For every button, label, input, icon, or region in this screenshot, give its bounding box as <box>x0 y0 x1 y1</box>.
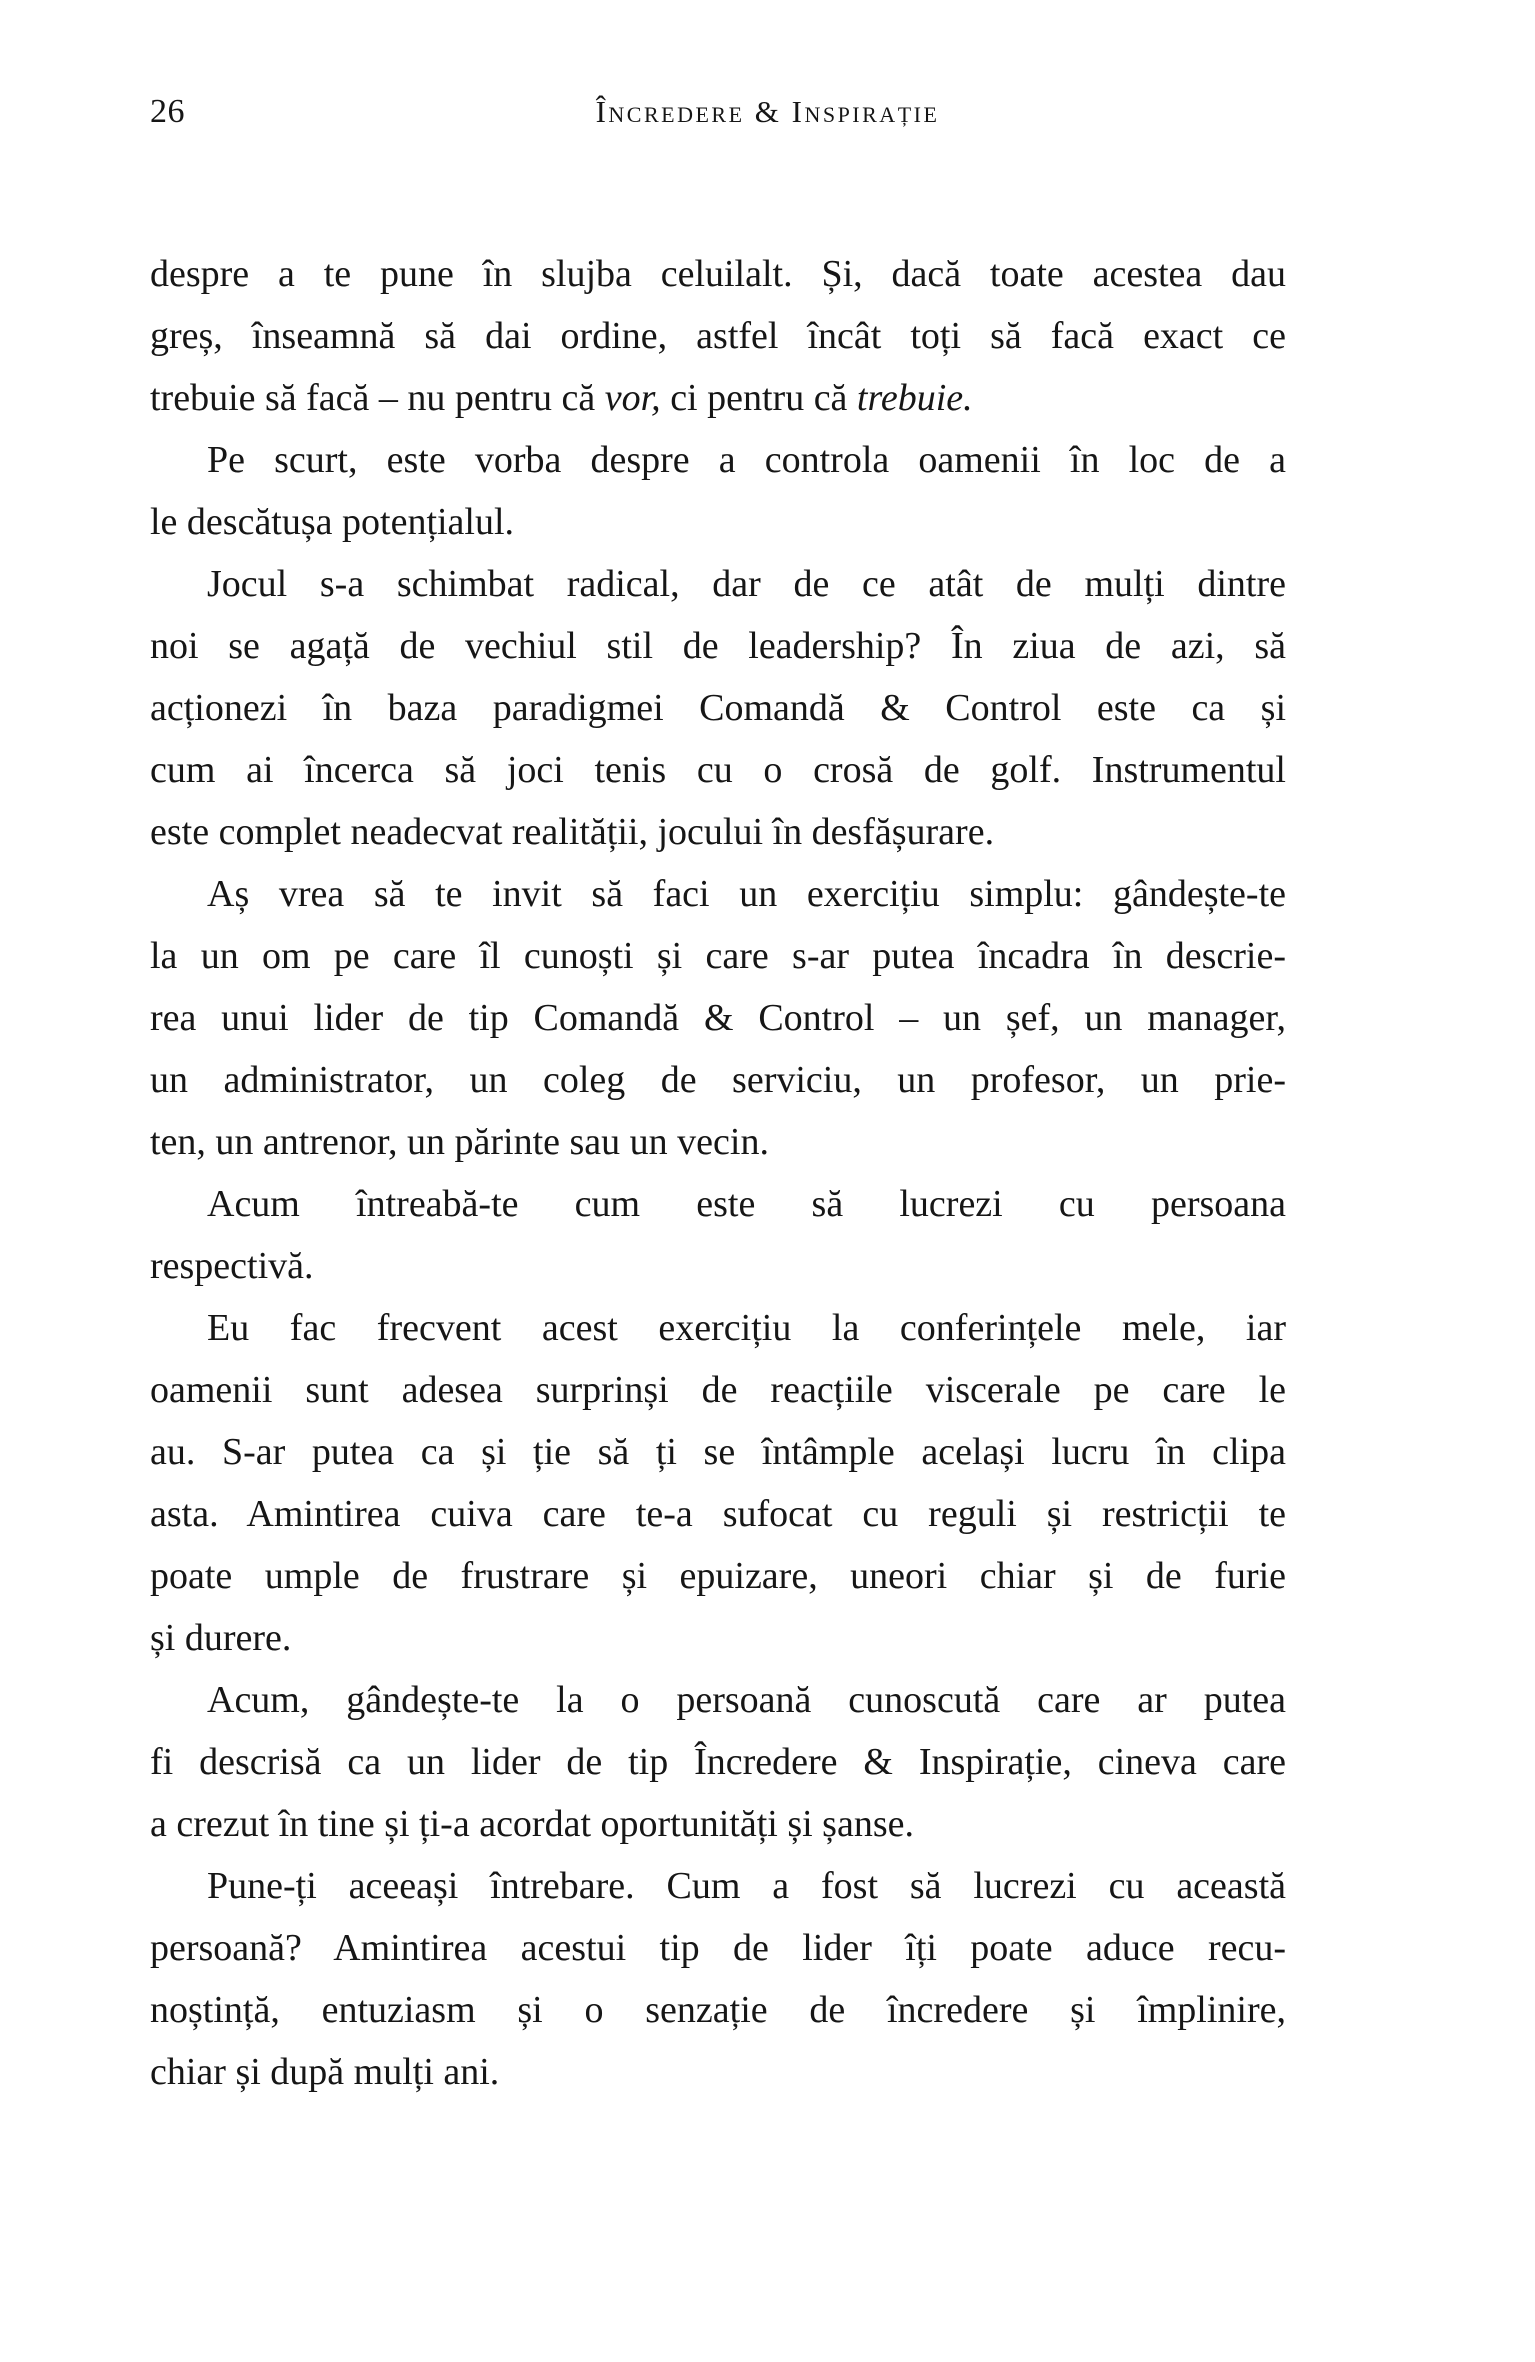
text-segment: chiar și după mulți ani. <box>150 2051 500 2093</box>
text-segment: la un om pe care îl cunoști și care s-ar putea încadra în descrie- <box>150 935 1286 977</box>
text-line <box>150 305 1286 367</box>
text-line <box>150 1049 1286 1111</box>
text-line <box>150 243 1286 305</box>
text-line <box>150 1731 1286 1793</box>
text-line <box>150 1421 1286 1483</box>
text-line <box>150 1359 1286 1421</box>
text-segment: Aș vrea să te invit să faci un exercițiu simplu: gândește-te <box>207 873 1286 915</box>
text-line <box>150 553 1286 615</box>
text-line <box>150 1173 1286 1235</box>
text-line <box>150 987 1286 1049</box>
text-line <box>150 1483 1286 1545</box>
running-header-title: Încredere & Inspirație <box>595 94 940 129</box>
text-segment: poate umple de frustrare și epuizare, uneori chiar și de furie <box>150 1555 1286 1597</box>
paragraph <box>150 553 1286 863</box>
text-line <box>150 1917 1286 1979</box>
text-segment: un administrator, un coleg de serviciu, un profesor, un prie- <box>150 1059 1286 1101</box>
text-segment: Jocul s-a schimbat radical, dar de ce atât de mulți dintre <box>207 563 1286 605</box>
text-line <box>150 429 1286 491</box>
text-line <box>150 2041 1286 2103</box>
text-line <box>150 491 1286 553</box>
text-line <box>150 615 1286 677</box>
text-segment: este complet neadecvat realității, jocului în desfășurare. <box>150 811 995 853</box>
text-segment: greș, înseamnă să dai ordine, astfel încât toți să facă exact ce <box>150 315 1286 357</box>
text-segment: Pune-ți aceeași întrebare. Cum a fost să lucrezi cu această <box>207 1865 1286 1907</box>
text-segment: cum ai încerca să joci tenis cu o crosă de golf. Instrumentul <box>150 749 1286 791</box>
running-header <box>0 90 1535 134</box>
text-line <box>150 801 1286 863</box>
text-line <box>150 677 1286 739</box>
text-segment: Acum întreabă-te cum este să lucrezi cu persoana <box>207 1183 1286 1225</box>
paragraph <box>150 1855 1286 2103</box>
text-segment: Pe scurt, este vorba despre a controla oamenii în loc de a <box>207 439 1286 481</box>
text-line <box>150 1793 1286 1855</box>
text-line <box>150 1855 1286 1917</box>
text-segment: trebuie să facă – nu pentru că <box>150 377 605 419</box>
text-segment: persoană? Amintirea acestui tip de lider îți poate aduce recu- <box>150 1927 1286 1969</box>
text-segment: ten, un antrenor, un părinte sau un vecin. <box>150 1121 769 1163</box>
text-line <box>150 1545 1286 1607</box>
italic-text: vor, <box>604 377 661 419</box>
text-segment: a crezut în tine și ți-a acordat oportunități și șanse. <box>150 1803 914 1845</box>
text-line <box>150 1235 1286 1297</box>
page-body <box>150 243 1286 2103</box>
italic-text: trebuie. <box>856 377 973 419</box>
text-segment: fi descrisă ca un lider de tip Încredere & Inspirație, cineva care <box>150 1741 1286 1783</box>
paragraph <box>150 863 1286 1173</box>
text-line <box>150 1669 1286 1731</box>
page-number: 26 <box>150 93 185 130</box>
text-line <box>150 1297 1286 1359</box>
text-line <box>150 739 1286 801</box>
text-segment: noi se agață de vechiul stil de leadership? În ziua de azi, să <box>150 625 1286 667</box>
text-segment: și durere. <box>150 1617 292 1659</box>
text-segment: despre a te pune în slujba celuilalt. Și, dacă toate acestea dau <box>150 253 1286 295</box>
text-segment: oamenii sunt adesea surprinși de reacțiile viscerale pe care le <box>150 1369 1286 1411</box>
text-segment: respectivă. <box>150 1245 314 1287</box>
paragraph <box>150 1669 1286 1855</box>
text-line <box>150 1607 1286 1669</box>
text-segment: Eu fac frecvent acest exercițiu la conferințele mele, iar <box>207 1307 1286 1349</box>
text-segment: acționezi în baza paradigmei Comandă & Control este ca și <box>150 687 1286 729</box>
text-segment: le descătușa potențialul. <box>150 501 515 543</box>
text-line <box>150 367 1286 429</box>
paragraph <box>150 243 1286 429</box>
text-segment: ci pentru că <box>660 377 857 419</box>
text-segment: rea unui lider de tip Comandă & Control – un șef, un manager, <box>150 997 1286 1039</box>
text-line <box>150 1111 1286 1173</box>
text-line <box>150 863 1286 925</box>
paragraph <box>150 429 1286 553</box>
text-line <box>150 1979 1286 2041</box>
text-segment: asta. Amintirea cuiva care te-a sufocat cu reguli și restricții te <box>150 1493 1286 1535</box>
paragraph <box>150 1297 1286 1669</box>
paragraph <box>150 1173 1286 1297</box>
text-segment: au. S-ar putea ca și ție să ți se întâmple același lucru în clipa <box>150 1431 1286 1473</box>
text-segment: Acum, gândește-te la o persoană cunoscută care ar putea <box>207 1679 1286 1721</box>
text-line <box>150 925 1286 987</box>
text-segment: noștință, entuziasm și o senzație de încredere și împlinire, <box>150 1989 1286 2031</box>
